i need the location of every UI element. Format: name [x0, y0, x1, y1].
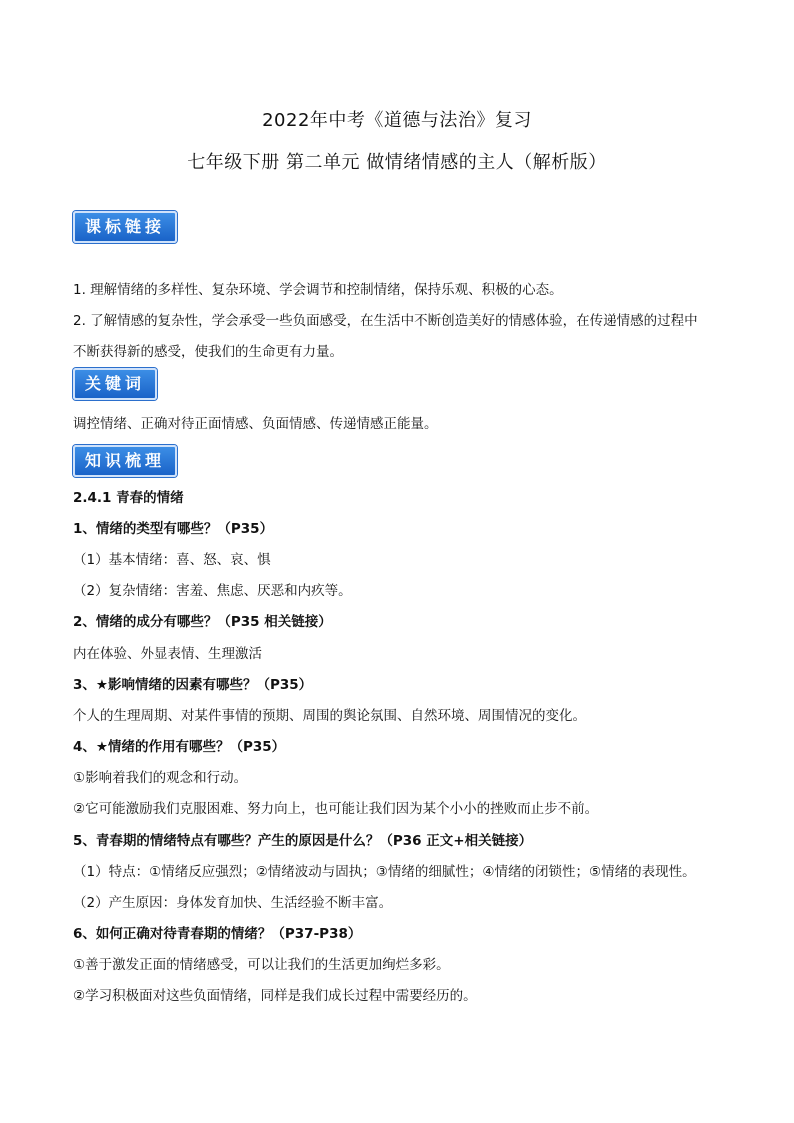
answer-1-2: （2）复杂情绪：害羞、焦虑、厌恶和内疚等。	[73, 583, 352, 599]
answer-2: 内在体验、外显表情、生理激活	[73, 646, 262, 662]
curriculum-item-2: 2. 了解情感的复杂性，学会承受一些负面感受，在生活中不断创造美好的情感体验，在传递情感的过程中	[73, 313, 698, 329]
document-subtitle: 七年级下册 第二单元 做情绪情感的主人（解析版）	[187, 152, 607, 173]
section-heading: 2.4.1 青春的情绪	[73, 490, 184, 506]
curriculum-item-2-cont: 不断获得新的感受，使我们的生命更有力量。	[73, 344, 343, 360]
question-1: 1、情绪的类型有哪些？（P35）	[73, 521, 274, 537]
answer-1-1: （1）基本情绪：喜、怒、哀、惧	[73, 552, 271, 568]
curriculum-badge: 课标链接	[73, 211, 177, 243]
answer-3: 个人的生理周期、对某件事情的预期、周围的舆论氛围、自然环境、周围情况的变化。	[73, 708, 586, 724]
answer-5-2: （2）产生原因：身体发育加快、生活经验不断丰富。	[73, 895, 393, 911]
question-5: 5、青春期的情绪特点有哪些？产生的原因是什么？（P36 正文+相关链接）	[73, 833, 533, 849]
answer-4-1: ①影响着我们的观念和行动。	[73, 770, 248, 786]
question-4: 4、★情绪的作用有哪些？（P35）	[73, 739, 286, 755]
keywords-text: 调控情绪、正确对待正面情感、负面情感、传递情感正能量。	[73, 416, 438, 432]
answer-6-2: ②学习积极面对这些负面情绪，同样是我们成长过程中需要经历的。	[73, 988, 477, 1004]
keywords-badge: 关键词	[73, 368, 157, 400]
answer-5-1: （1）特点：①情绪反应强烈；②情绪波动与固执；③情绪的细腻性；④情绪的闭锁性；⑤情绪的表现性。	[73, 864, 696, 880]
question-6: 6、如何正确对待青春期的情绪？（P37-P38）	[73, 926, 362, 942]
answer-6-1: ①善于激发正面的情绪感受，可以让我们的生活更加绚烂多彩。	[73, 957, 450, 973]
document-title: 2022年中考《道德与法治》复习	[262, 110, 532, 131]
answer-4-2: ②它可能激励我们克服困难、努力向上，也可能让我们因为某个小小的挫败而止步不前。	[73, 801, 599, 817]
question-3: 3、★影响情绪的因素有哪些？（P35）	[73, 677, 313, 693]
question-2: 2、情绪的成分有哪些？（P35 相关链接）	[73, 614, 332, 630]
curriculum-item-1: 1. 理解情绪的多样性、复杂环境、学会调节和控制情绪，保持乐观、积极的心态。	[73, 282, 563, 298]
knowledge-badge: 知识梳理	[73, 445, 177, 477]
